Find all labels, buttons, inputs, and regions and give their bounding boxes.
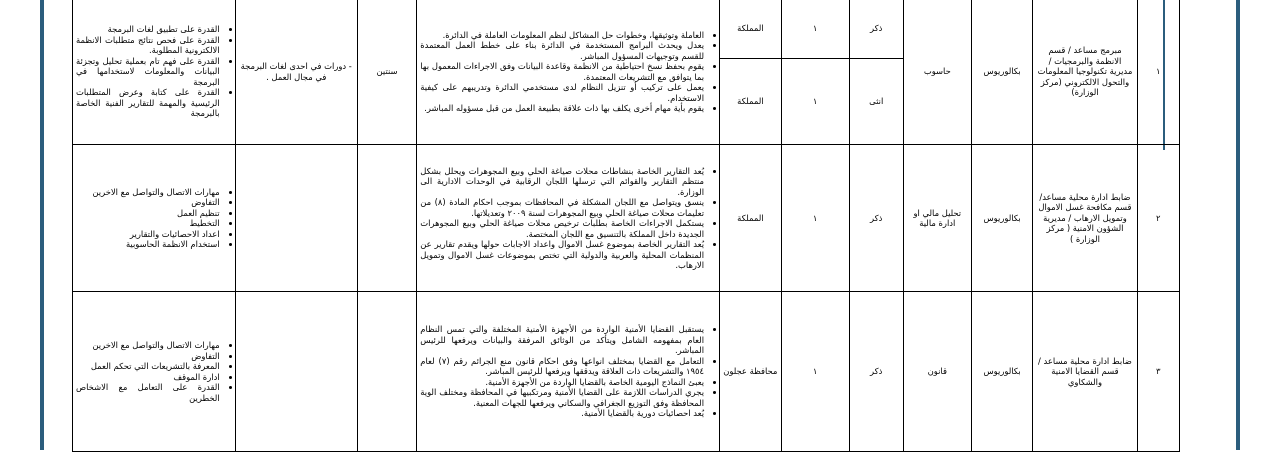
duty-item: • يعدل ويحدث البرامج المستخدمة في الدائرة بناء على خطط العمل المعتمدة للقسم وتوجيهات المسؤول المباشر. bbox=[420, 40, 704, 61]
jobs-table bbox=[72, 0, 1180, 452]
skills bbox=[73, 145, 236, 292]
skill-item: • القدرة على تطبيق لغات البرمجة bbox=[76, 24, 220, 35]
duty-item: • ينسق ويتواصل مع اللجان المشكلة في المحافظات بموجب احكام المادة (٨) من تعليمات محلات صياغة الحلي وبيع المجوهرات لسنة ٢٠٠٩ وتعديلاتها. bbox=[420, 197, 704, 218]
row-number: ١ bbox=[1137, 0, 1179, 145]
experience bbox=[357, 292, 416, 452]
duty-item: • يعمل على تركيب أو تنزيل النظام لدى مستخدمي الدائرة وتدريبهم على كيفية الاستخدام. bbox=[420, 82, 704, 103]
courses bbox=[235, 292, 357, 452]
duty-item: • يقوم بأية مهام أخرى يكلف بها ذات علاقة بطبيعة العمل من قبل مسؤوله المباشر. bbox=[420, 103, 704, 114]
duty-item: • يقوم بحفظ نسخ احتياطية من الانظمة وقاعدة البيانات وفق الاجراءات المعمول بها بما يتوافق مع التشريعات المعتمدة. bbox=[420, 61, 704, 82]
duties bbox=[417, 0, 720, 145]
duty-item: • يُعد التقارير الخاصة بنشاطات محلات صياغة الحلي وبيع المجوهرات ويحلل بشكل منتظم التقارير والقوائم التي ترسلها اللجان الرقابية في الوحدات الادارية الى الوزارة. bbox=[420, 166, 704, 198]
skill-item: • التخطيط bbox=[76, 218, 220, 229]
table-row bbox=[73, 145, 1180, 292]
specialization: تحليل مالي او ادارة مالية bbox=[903, 145, 971, 292]
duty-item: • يستقبل القضايا الأمنية الواردة من الأجهزة الأمنية المختلفة والتي تمس النظام العام بمفهومه الشامل ويتأكد من الوثائق المرفقة والبيانات ويرفعها للرئيس المباشر. bbox=[420, 324, 704, 356]
skills bbox=[73, 292, 236, 452]
duties bbox=[417, 145, 720, 292]
duty-item: • يُعد احصائيات دورية بالقضايا الأمنية. bbox=[420, 408, 704, 419]
row-number: ٣ bbox=[1137, 292, 1179, 452]
duty-item: • يُعد التقارير الخاصة بموضوع غسل الاموال واعداد الاجابات حولها ويقدم تقارير عن المنظمات المحلية والعربية والدولية التي تختص بموضوعات غسل الاموال وتمويل الارهاب. bbox=[420, 239, 704, 271]
skill-item: • القدرة على فحص نتائج متطلبات الانظمة الالكترونية المطلوبة. bbox=[76, 35, 220, 56]
count: ١ bbox=[781, 292, 849, 452]
skill-item: • القدرة على كتابة وعرض المتطلبات الرئيسية والمهمة للتقارير الفنية الخاصة بالبرمجة bbox=[76, 87, 220, 119]
gender: ذكر bbox=[849, 292, 903, 452]
job-title: ضابط ادارة محلية مساعد / قسم القضايا الامنية والشكاوي bbox=[1033, 292, 1137, 452]
job-title: ضابط ادارة محلية مساعد/ قسم مكافحة غسل الاموال وتمويل الارهاب / مديرية الشؤون الامنية ( مركز الوزارة ) bbox=[1033, 145, 1137, 292]
courses bbox=[235, 145, 357, 292]
qualification: بكالوريوس bbox=[971, 145, 1033, 292]
skill-item: • تنظيم العمل bbox=[76, 208, 220, 219]
skills bbox=[73, 0, 236, 145]
gender: انثى bbox=[849, 59, 903, 145]
location: محافظة عجلون bbox=[720, 292, 782, 452]
skill-item: • القدرة على فهم تام بعملية تحليل وتجزئة البيانات والمعلومات لاستخدامها في البرمجة bbox=[76, 56, 220, 88]
skill-item: • اعداد الاحصائيات والتقارير bbox=[76, 229, 220, 240]
courses: - دورات في احدى لغات البرمجة في مجال العمل . bbox=[235, 0, 357, 145]
experience bbox=[357, 145, 416, 292]
duty-item: • يستكمل الاجراءات الخاصة بطلبات ترخيص محلات صياغة الحلي وبيع المجوهرات الجديدة داخل المملكة بالتنسيق مع اللجان المختصة. bbox=[420, 218, 704, 239]
count: ١ bbox=[781, 145, 849, 292]
count: ١ bbox=[781, 59, 849, 145]
table-row bbox=[73, 292, 1180, 452]
row-number: ٢ bbox=[1137, 145, 1179, 292]
specialization: حاسوب bbox=[903, 0, 971, 145]
skill-item: • التفاوض bbox=[76, 351, 220, 362]
qualification: بكالوريوس bbox=[971, 292, 1033, 452]
duty-item: • يجري الدراسات اللازمة على القضايا الأمنية ومرتكبيها في المحافظة ومختلف الوية المحافظة وفق التوزيع الجغرافي والسكاني ويرفعها للجهات المعنية. bbox=[420, 387, 704, 408]
specialization: قانون bbox=[903, 292, 971, 452]
qualification: بكالوريوس bbox=[971, 0, 1033, 145]
skill-item: • المعرفة بالتشريعات التي تحكم العمل bbox=[76, 361, 220, 372]
job-title: مبرمج مساعد / قسم الانظمة والبرمجيات / مديرية تكنولوجيا المعلومات والتحول الالكتروني (مركز الوزارة) bbox=[1033, 0, 1137, 145]
location: المملكة bbox=[720, 145, 782, 292]
gender: ذكر bbox=[849, 0, 903, 59]
count: ١ bbox=[781, 0, 849, 59]
gender: ذكر bbox=[849, 145, 903, 292]
skill-item: • ادارة الموقف bbox=[76, 372, 220, 383]
duties bbox=[417, 292, 720, 452]
duty-item: • يعبئ النماذج اليومية الخاصة بالقضايا الواردة من الأجهزة الأمنية. bbox=[420, 377, 704, 388]
location: المملكة bbox=[720, 0, 782, 59]
skill-item: • مهارات الاتصال والتواصل مع الاخرين bbox=[76, 187, 220, 198]
duty-item: • العاملة وتوثيقها، وخطوات حل المشاكل لنظم المعلومات العاملة في الدائرة. bbox=[420, 30, 704, 41]
duty-item: • التعامل مع القضايا بمختلف انواعها وفق احكام قانون منع الجرائم رقم (٧) لعام ١٩٥٤ والتشريعات ذات العلاقة ويدققها ويرفعها للرئيس المباشر. bbox=[420, 356, 704, 377]
location: المملكة bbox=[720, 59, 782, 145]
skill-item: • التفاوض bbox=[76, 197, 220, 208]
table-row bbox=[73, 0, 1180, 59]
skill-item: • القدرة على التعامل مع الاشخاص الخطرين bbox=[76, 382, 220, 403]
experience: سنتين bbox=[357, 0, 416, 145]
skill-item: • استخدام الانظمة الحاسوبية bbox=[76, 239, 220, 250]
skill-item: • مهارات الاتصال والتواصل مع الاخرين bbox=[76, 340, 220, 351]
